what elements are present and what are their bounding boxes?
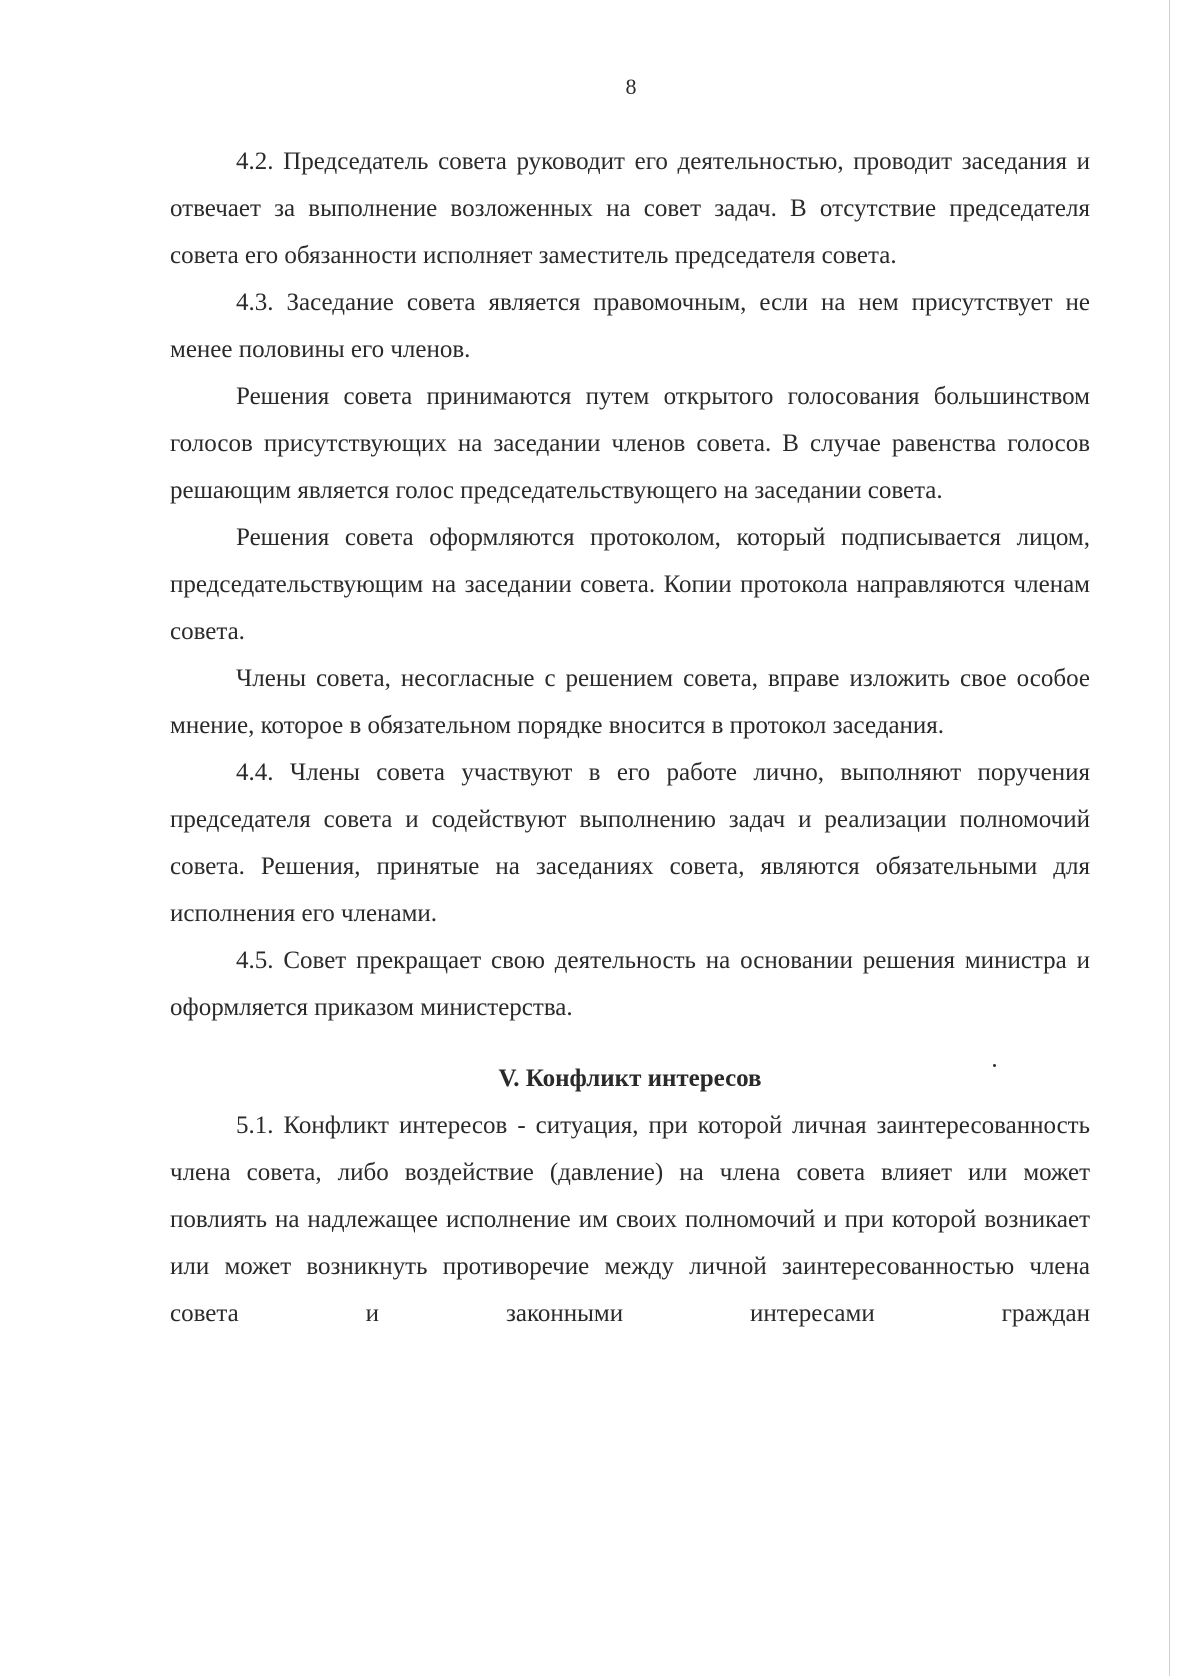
paragraph-4-3: 4.3. Заседание совета является правомочным, если на нем присутствует не менее половины его членов. [170, 289, 1090, 363]
document-body [170, 138, 1090, 1337]
paragraph-4-2: 4.2. Председатель совета руководит его деятельностью, проводит заседания и отвечает за выполнение возложенных на совет задач. В отсутствие председателя совета его обязанности исполняет заместитель председателя совета. [170, 148, 1090, 269]
paragraph-5-1: 5.1. Конфликт интересов - ситуация, при которой личная заинтересованность члена совета, либо воздействие (давление) на члена совета влияет или может повлиять на надлежащее исполнение им своих полномочий и при которой возникает или может возникнуть противоречие между личной заинтересованностью члена совета и законными интересами граждан [170, 1112, 1090, 1327]
scan-dot [993, 1064, 996, 1067]
paragraph-4-4: 4.4. Члены совета участвуют в его работе лично, выполняют поручения председателя совета и содействуют выполнению задач и реализации полномочий совета. Решения, принятые на заседаниях совета, являются обязательными для исполнения его членами. [170, 759, 1090, 927]
paragraph-protocol: Решения совета оформляются протоколом, который подписывается лицом, председательствующим на заседании совета. Копии протокола направляются членам совета. [170, 524, 1090, 645]
section-heading: V. Конфликт интересов [498, 1065, 762, 1092]
paragraph-voting: Решения совета принимаются путем открытого голосования большинством голосов присутствующих на заседании членов совета. В случае равенства голосов решающим является голос председательствующего на заседании совета. [170, 383, 1090, 504]
paragraph-dissent: Члены совета, несогласные с решением совета, вправе изложить свое особое мнение, которое в обязательном порядке вносится в протокол заседания. [170, 665, 1090, 739]
scan-edge-line [1169, 0, 1170, 1676]
page-number: 8 [625, 74, 637, 99]
paragraph-4-5: 4.5. Совет прекращает свою деятельность на основании решения министра и оформляется приказом министерства. [170, 947, 1090, 1021]
